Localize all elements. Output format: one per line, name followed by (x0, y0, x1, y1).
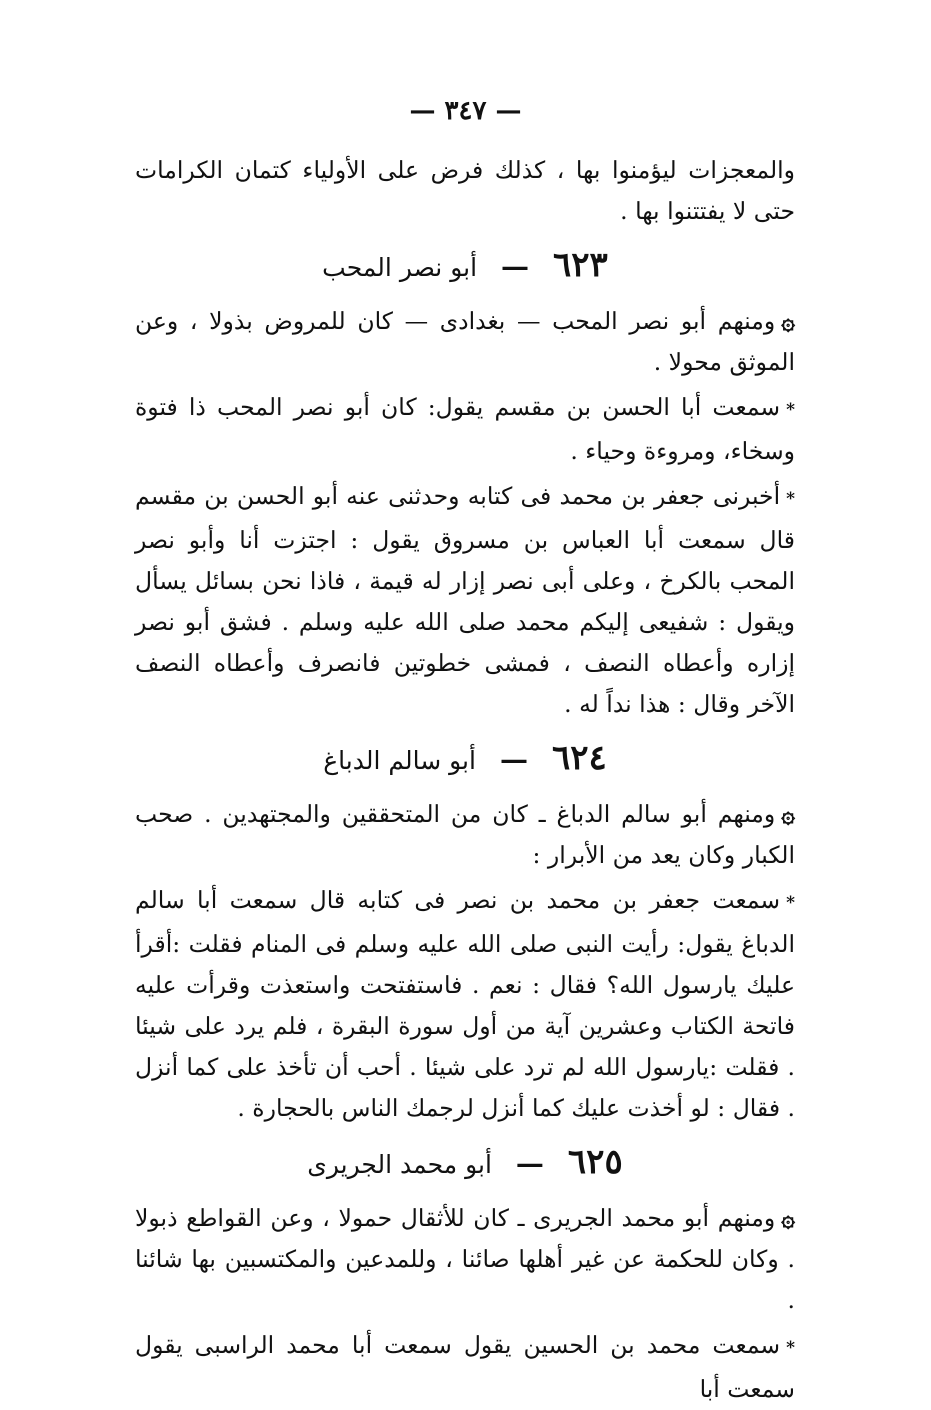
narration-text: سمعت أبا الحسن بن مقسم يقول: كان أبو نصر المحب ذا فتوة وسخاء، ومروءة وحياء . (135, 393, 795, 465)
asterisk-icon: * (786, 893, 795, 913)
narration-paragraph (135, 1325, 795, 1410)
continuation-paragraph: والمعجزات ليؤمنوا بها ، كذلك فرض على الأولياء كتمان الكرامات حتى لا يفتتنوا بها . (135, 156, 795, 225)
narration-paragraph (135, 880, 795, 1129)
entry-intro-text: ومنهم أبو نصر المحب — بغدادى — كان للمروض بذولا ، وعن الموثق محولا . (135, 307, 795, 376)
entry-name: أبو سالم الدباغ (323, 746, 476, 775)
heading-dash: — (515, 1147, 544, 1180)
page-body (135, 150, 795, 1410)
entry-intro-text: ومنهم أبو سالم الدباغ ـ كان من المتحققين والمجتهدين . صحب الكبار وكان يعد من الأبرار : (135, 800, 795, 869)
entry-number: ٦٢٤ (551, 738, 607, 778)
asterisk-icon: * (786, 1338, 795, 1358)
heading-dash: — (499, 743, 528, 776)
asterisk-icon: * (786, 489, 795, 509)
narration-text: سمعت محمد بن الحسين يقول سمعت أبا محمد الراسبى يقول سمعت أبا (135, 1331, 795, 1403)
entry-number: ٦٢٣ (553, 245, 608, 285)
entry-intro-paragraph (135, 301, 795, 383)
entry-intro-paragraph (135, 794, 795, 876)
flower-ornament-icon: ۞ (781, 800, 795, 828)
entry-name: أبو نصر المحب (322, 253, 478, 282)
narration-text: أخبرنى جعفر بن محمد فى كتابه وحدثنى عنه أبو الحسن بن مقسم قال سمعت أبا العباس بن مسروق يقول : اجتزت أنا وأبو نصر المحب بالكرخ ، وعلى أبى نصر إزار له قيمة ، فاذا نحن بسائل يسأل ويقول : شفيعى إليكم محمد صلى الله عليه وسلم . فشق أبو نصر إزاره وأعطاه النصف ، فمشى خطوتين فانصرف وأعطاه النصف الآخر وقال : هذا نداً له . (135, 482, 795, 718)
narration-paragraph (135, 476, 795, 725)
page-number: — ٣٤٧ — (409, 96, 522, 126)
narration-text: سمعت جعفر بن محمد بن نصر فى كتابه قال سمعت أبا سالم الدباغ يقول: رأيت النبى صلى الله عليه وسلم فى المنام فقلت :أقرأ عليك يارسول الله؟ فقال : نعم . فاستفتحت واستعذت وقرأت عليه فاتحة الكتاب وعشرين آية من أول سورة البقرة ، فلم يرد على شيئا . فقلت :يارسول الله لم ترد على شيئا . أحب أن تأخذ على كما أنزل . فقال : لو أخذت عليك كما أنزل لرجمك الناس بالحجارة . (135, 886, 795, 1122)
entry-name: أبو محمد الجريرى (307, 1150, 492, 1179)
flower-ornament-icon: ۞ (781, 307, 795, 335)
asterisk-icon: * (786, 400, 795, 420)
entry-heading-624 (135, 735, 795, 784)
entry-intro-paragraph (135, 1198, 795, 1321)
narration-paragraph (135, 387, 795, 472)
entry-heading-625 (135, 1139, 795, 1188)
entry-number: ٦٢٥ (567, 1142, 623, 1182)
entry-heading-623 (135, 242, 795, 291)
heading-dash: — (501, 250, 530, 283)
entry-intro-text: ومنهم أبو محمد الجريرى ـ كان للأثقال حمولا ، وعن القواطع ذبولا . وكان للحكمة عن غير أهلها صائنا ، وللمدعين والمكتسبين بها شائنا . (135, 1204, 795, 1314)
flower-ornament-icon: ۞ (781, 1204, 795, 1232)
